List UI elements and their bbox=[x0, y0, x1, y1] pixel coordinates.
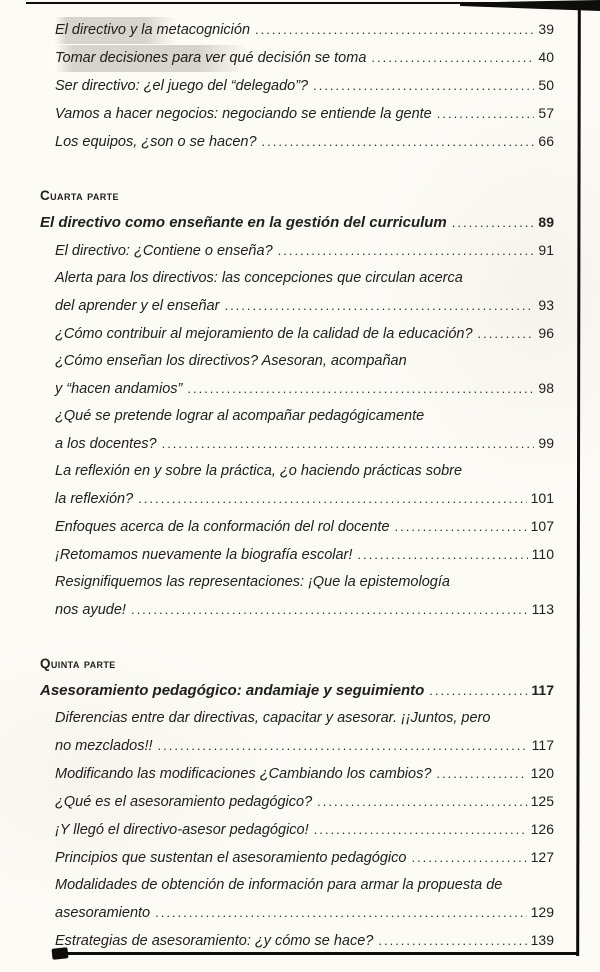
dot-leader bbox=[436, 760, 526, 788]
entry-line bbox=[55, 569, 554, 596]
entry-text: Diferencias entre dar directivas, capacitar y asesorar. ¡¡Juntos, pero bbox=[55, 710, 491, 726]
entry-line bbox=[40, 209, 554, 237]
page-number: 91 bbox=[538, 242, 554, 258]
entry-line bbox=[40, 677, 554, 705]
part-heading: Cuarta parte bbox=[40, 188, 119, 203]
entry-line bbox=[55, 237, 554, 265]
entry-text: asesoramiento bbox=[55, 905, 151, 921]
page-number: 139 bbox=[530, 932, 554, 948]
entry-text: ¿Cómo enseñan los directivos? Asesoran, acompañan bbox=[55, 353, 407, 369]
dot-leader bbox=[158, 732, 528, 760]
dot-leader bbox=[429, 677, 527, 705]
entry-line bbox=[55, 899, 554, 927]
page-number: 107 bbox=[530, 518, 554, 534]
entry-line bbox=[55, 44, 554, 72]
entry-line bbox=[55, 760, 554, 788]
toc-entry bbox=[40, 513, 554, 541]
toc-entry bbox=[40, 816, 554, 844]
page-number: 57 bbox=[538, 105, 554, 121]
page-number: 117 bbox=[531, 737, 554, 753]
entry-line bbox=[55, 788, 554, 816]
toc-entry bbox=[40, 458, 554, 513]
entry-text: Ser directivo: ¿el juego del “delegado”? bbox=[55, 78, 309, 94]
entry-line bbox=[55, 927, 554, 955]
dot-leader bbox=[313, 72, 534, 100]
entry-line bbox=[55, 844, 554, 872]
page-number: 110 bbox=[531, 546, 554, 562]
page-number: 99 bbox=[538, 435, 554, 451]
entry-text: ¡Y llegó el directivo-asesor pedagógico! bbox=[55, 822, 309, 838]
entry-text: la reflexión? bbox=[55, 491, 134, 507]
page-number: 127 bbox=[530, 849, 554, 865]
dot-leader bbox=[131, 596, 528, 624]
entry-text: Tomar decisiones para ver qué decisión se toma bbox=[55, 45, 366, 72]
entry-line bbox=[55, 320, 554, 348]
toc-entry bbox=[40, 320, 554, 348]
entry-text: Asesoramiento pedagógico: andamiaje y seguimiento bbox=[40, 682, 425, 699]
entry-line bbox=[55, 872, 554, 899]
entry-text: Principios que sustentan el asesoramiento pedagógico bbox=[55, 850, 407, 866]
page-number: 66 bbox=[538, 133, 554, 149]
dot-leader bbox=[411, 844, 526, 872]
dot-leader bbox=[255, 16, 534, 44]
entry-text: ¿Qué es el asesoramiento pedagógico? bbox=[55, 794, 313, 810]
chapter-entry bbox=[40, 209, 554, 237]
dot-leader bbox=[317, 788, 527, 816]
part-heading: Quinta parte bbox=[40, 656, 116, 671]
toc-entry bbox=[40, 348, 554, 403]
entry-text: El directivo como enseñante en la gestión del curriculum bbox=[40, 214, 447, 231]
entry-text: ¿Qué se pretende lograr al acompañar pedagógicamente bbox=[55, 408, 425, 424]
page-number: 96 bbox=[538, 325, 554, 341]
entry-line bbox=[55, 458, 554, 485]
page-number: 98 bbox=[538, 380, 554, 396]
toc-entry bbox=[40, 927, 554, 955]
entry-line bbox=[55, 596, 554, 624]
entry-text: ¿Cómo contribuir al mejoramiento de la calidad de la educación? bbox=[55, 326, 473, 342]
chapter-entry bbox=[40, 677, 554, 705]
toc-entry bbox=[40, 128, 554, 156]
entry-text: Alerta para los directivos: las concepciones que circulan acerca bbox=[55, 270, 463, 286]
toc-entry bbox=[40, 844, 554, 872]
entry-text: El directivo y la metacognición bbox=[55, 17, 250, 44]
page-number: 120 bbox=[530, 765, 554, 781]
entry-line bbox=[55, 375, 554, 403]
scan-edge-right bbox=[576, 4, 581, 956]
toc-entry bbox=[40, 72, 554, 100]
toc-entry bbox=[40, 872, 554, 927]
entry-text: y “hacen andamios” bbox=[55, 381, 183, 397]
entry-line bbox=[55, 430, 554, 458]
entry-line bbox=[55, 705, 554, 732]
dot-leader bbox=[155, 899, 527, 927]
page-number: 50 bbox=[538, 77, 554, 93]
toc-entry bbox=[40, 541, 554, 569]
page-number: 89 bbox=[538, 214, 554, 230]
entry-line bbox=[55, 541, 554, 569]
page-number: 117 bbox=[531, 682, 554, 698]
toc-entry bbox=[40, 569, 554, 624]
dot-leader bbox=[278, 237, 535, 265]
entry-line bbox=[55, 513, 554, 541]
page-number: 93 bbox=[538, 297, 554, 313]
entry-text: a los docentes? bbox=[55, 436, 157, 452]
entry-line bbox=[55, 128, 554, 156]
entry-line bbox=[55, 485, 554, 513]
entry-line bbox=[55, 16, 554, 44]
entry-line bbox=[55, 732, 554, 760]
toc-entry bbox=[40, 44, 554, 72]
toc-entry bbox=[40, 237, 554, 265]
page-number: 113 bbox=[531, 601, 554, 617]
entry-text: Modalidades de obtención de información para armar la propuesta de bbox=[55, 877, 503, 893]
page-number: 39 bbox=[538, 21, 554, 37]
dot-leader bbox=[138, 485, 526, 513]
entry-text: Modificando las modificaciones ¿Cambiando los cambios? bbox=[55, 766, 432, 782]
entry-text: La reflexión en y sobre la práctica, ¿o haciendo prácticas sobre bbox=[55, 463, 463, 479]
entry-text: nos ayude! bbox=[55, 602, 126, 618]
page-number: 129 bbox=[530, 904, 554, 920]
dot-leader bbox=[162, 430, 535, 458]
toc-entry bbox=[40, 705, 554, 760]
entry-line bbox=[55, 72, 554, 100]
page-number: 125 bbox=[530, 793, 554, 809]
dot-leader bbox=[478, 320, 535, 348]
entry-text: Los equipos, ¿son o se hacen? bbox=[55, 134, 257, 150]
dot-leader bbox=[314, 816, 527, 844]
dot-leader bbox=[187, 375, 534, 403]
table-of-contents bbox=[40, 16, 554, 955]
entry-text: Enfoques acerca de la conformación del rol docente bbox=[55, 519, 390, 535]
dot-leader bbox=[452, 209, 535, 237]
entry-line bbox=[55, 816, 554, 844]
toc-entry bbox=[40, 16, 554, 44]
toc-entry bbox=[40, 100, 554, 128]
page-number: 40 bbox=[538, 49, 554, 65]
toc-entry bbox=[40, 788, 554, 816]
toc-entry bbox=[40, 760, 554, 788]
entry-line bbox=[55, 403, 554, 430]
dot-leader bbox=[371, 44, 534, 72]
entry-text: El directivo: ¿Contiene o enseña? bbox=[55, 243, 273, 259]
page-number: 101 bbox=[530, 490, 554, 506]
entry-text: del aprender y el enseñar bbox=[55, 298, 220, 314]
page-number: 126 bbox=[530, 821, 554, 837]
dot-leader bbox=[437, 100, 535, 128]
entry-line bbox=[55, 100, 554, 128]
dot-leader bbox=[224, 292, 534, 320]
dot-leader bbox=[395, 513, 527, 541]
dot-leader bbox=[378, 927, 526, 955]
entry-text: ¡Retomamos nuevamente la biografía escolar! bbox=[55, 547, 353, 563]
entry-line bbox=[55, 292, 554, 320]
entry-text: Vamos a hacer negocios: negociando se entiende la gente bbox=[55, 106, 432, 122]
entry-line bbox=[55, 348, 554, 375]
entry-text: no mezclados!! bbox=[55, 738, 153, 754]
entry-line bbox=[55, 265, 554, 292]
entry-text: Estrategias de asesoramiento: ¿y cómo se hace? bbox=[55, 933, 374, 949]
dot-leader bbox=[262, 128, 535, 156]
toc-entry bbox=[40, 403, 554, 458]
entry-text: Resignifiquemos las representaciones: ¡Que la epistemología bbox=[55, 574, 450, 590]
dot-leader bbox=[357, 541, 527, 569]
toc-entry bbox=[40, 265, 554, 320]
